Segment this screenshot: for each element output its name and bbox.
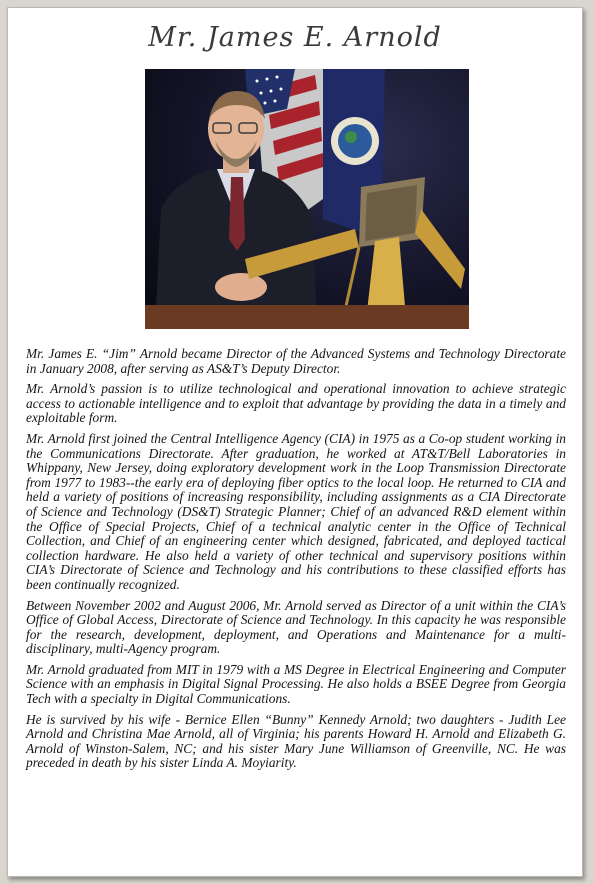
memorial-card — [7, 7, 583, 877]
bio-paragraph: Mr. Arnold graduated from MIT in 1979 with a MS Degree in Electrical Engineering and Computer Science with an emphasis in Digital Signal Processing. He also holds a BSEE Degree from Georgia Tech with a specialty in Digital Communications. — [26, 661, 566, 707]
biography-text — [26, 347, 566, 777]
bio-paragraph: Between November 2002 and August 2006, Mr. Arnold served as Director of a unit within the CIA’s Office of Global Access, Directorate of Science and Technology. In this capacity he was responsible for the research, development, deployment, and Operations and Maintenance for a multi-disciplinary, multi-Agency program. — [26, 597, 566, 657]
portrait-photo — [145, 69, 469, 329]
bio-paragraph: Mr. Arnold’s passion is to utilize technological and operational innovation to achieve strategic access to actionable intelligence and to exploit that advantage by providing the data in a timely and exploitable form. — [26, 381, 566, 426]
page-title: Mr. James E. Arnold — [148, 22, 442, 53]
desk — [145, 305, 469, 329]
bio-paragraph: Mr. Arnold first joined the Central Intelligence Agency (CIA) in 1975 as a Co-op student working in the Communications Directorate. After graduation, he worked at AT&T/Bell Laboratories in Whippany, New Jersey, doing exploratory development work in the Loop Transmission Directorate from 1977 to 1983--the early era of deploying fiber optics to the local loop. He returned to CIA and held a variety of positions of increasing responsibility, including assignments as a CIA Directorate of Science and Technology (DS&T) Strategic Planner; Chief of an advanced R&D element within the Office of Special Projects, Chief of a technical analytic center in the Office of Technical Collection, and Chief of an engineering center which designed, fabricated, and deployed tactical collection hardware. He also held a variety of other technical and supervisory positions within CIA’s Directorate of Science and Technology and his contributions to these classified efforts has been continually recognized. — [26, 430, 566, 592]
portrait-illustration — [145, 69, 469, 329]
bio-paragraph: Mr. James E. “Jim” Arnold became Director of the Advanced Systems and Technology Directorate in January 2008, after serving as AS&T’s Deputy Director. — [26, 346, 566, 376]
bio-paragraph: He is survived by his wife - Bernice Ellen “Bunny” Kennedy Arnold; two daughters - Judith Lee Arnold and Christina Mae Arnold, all of Virginia; his parents Howard H. Arnold and Elizabeth G. Arnold of Winston-Salem, NC; and his sister Mary June Williamson of Greenville, NC. He was preceded in death by his sister Linda A. Moyiarity. — [26, 711, 566, 771]
